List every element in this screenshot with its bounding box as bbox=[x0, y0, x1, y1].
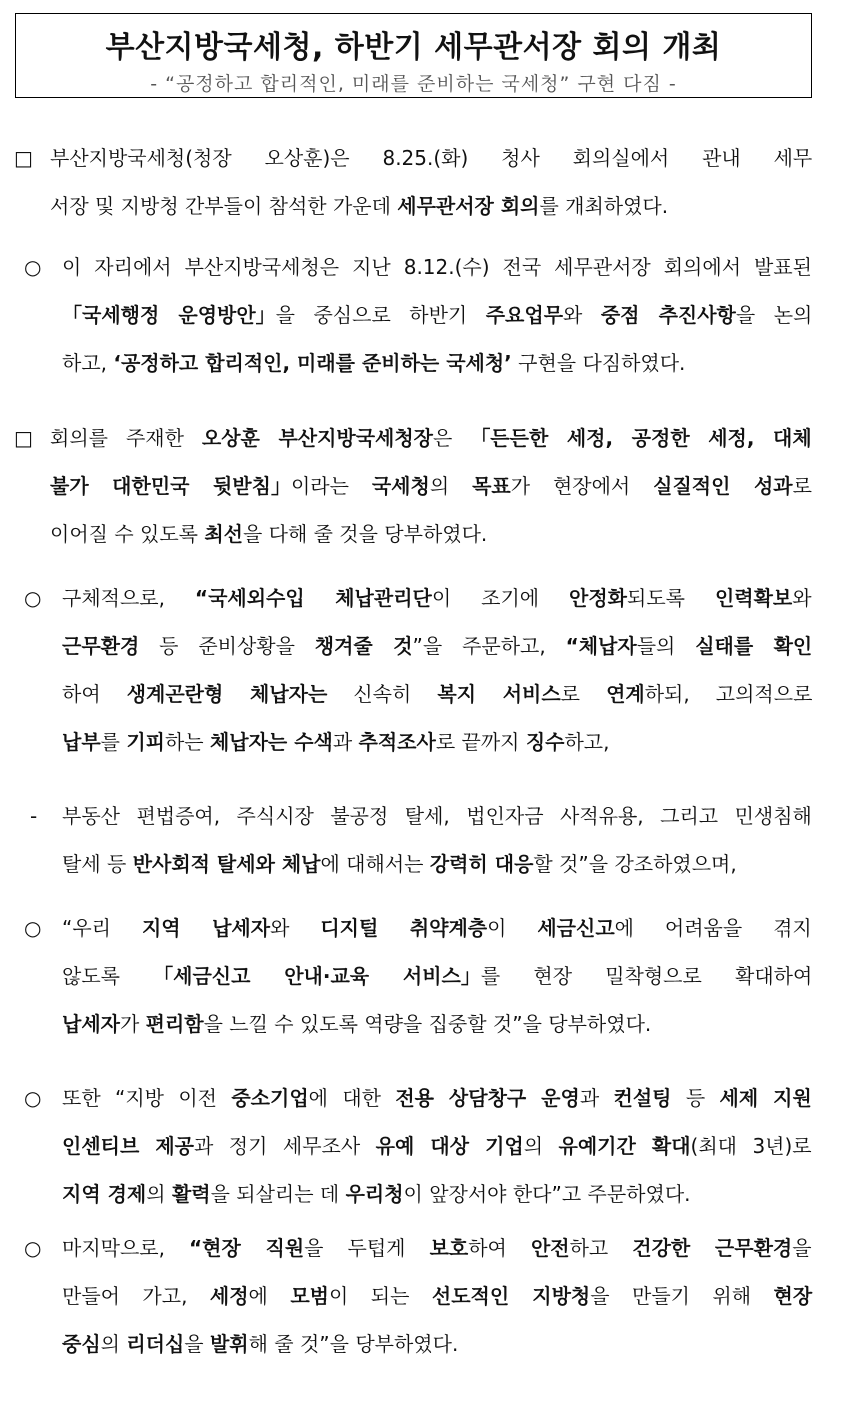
page-subtitle: - “공정하고 합리적인, 미래를 준비하는 국세청” 구현 다짐 - bbox=[150, 73, 677, 95]
text-span: (최대 3년)로 bbox=[690, 1134, 812, 1158]
text-span: 과 bbox=[579, 1086, 614, 1110]
text-span: 를 현장 밀착형으로 확대하여 bbox=[480, 964, 813, 988]
text-span: 의 bbox=[146, 1182, 172, 1206]
emphasis-text: 반사회적 탈세와 체납 bbox=[132, 852, 321, 876]
paragraph-line bbox=[50, 414, 812, 462]
paragraph-line bbox=[62, 291, 812, 339]
text-span: 구체적으로, bbox=[62, 586, 195, 610]
text-span: 하고 bbox=[569, 1236, 633, 1260]
text-span: 을 두텁게 bbox=[304, 1236, 430, 1260]
emphasis-text: 생계곤란형 체납자는 bbox=[126, 682, 328, 706]
text-span: 을 bbox=[184, 1332, 210, 1356]
text-span: 이 앞장서야 한다”고 주문하였다. bbox=[403, 1182, 691, 1206]
emphasis-text: 기피 bbox=[126, 730, 165, 754]
text-span: 또한 “지방 이전 bbox=[62, 1086, 232, 1110]
text-span: 이 되는 bbox=[328, 1284, 432, 1308]
emphasis-text: 세금신고 bbox=[537, 916, 615, 940]
text-span: 을 느낄 수 있도록 역량을 집중할 것”을 당부하였다. bbox=[203, 1012, 652, 1036]
text-span: 을 bbox=[792, 1236, 812, 1260]
emphasis-text: 유예 대상 기업 bbox=[375, 1134, 524, 1158]
paragraph-line bbox=[50, 510, 812, 558]
text-span: 을 되살리는 데 bbox=[210, 1182, 346, 1206]
text-span: 이 bbox=[487, 916, 538, 940]
emphasis-text: 활력 bbox=[171, 1182, 211, 1206]
emphasis-text: 지역 경제 bbox=[62, 1182, 147, 1206]
text-span: “우리 bbox=[62, 916, 142, 940]
emphasis-text: 모범 bbox=[290, 1284, 329, 1308]
emphasis-text: 복지 서비스 bbox=[437, 682, 561, 706]
emphasis-text: ‘공정하고 합리적인, 미래를 준비하는 국세청’ bbox=[113, 351, 512, 375]
text-span: 로 끝까지 bbox=[435, 730, 526, 754]
emphasis-text: 챙겨줄 것 bbox=[314, 634, 413, 658]
emphasis-text: 「세금신고 안내·교육 서비스」 bbox=[153, 964, 481, 988]
text-span: 부동산 편법증여, 주식시장 불공정 탈세, 법인자금 사적유용, 그리고 민생침해 bbox=[62, 804, 812, 828]
text-span: 하고, bbox=[62, 351, 114, 375]
text-span: 구현을 다짐하였다. bbox=[511, 351, 686, 375]
paragraph-line bbox=[62, 1122, 812, 1170]
emphasis-text: “국세외수입 체납관리단 bbox=[194, 586, 432, 610]
text-span: 에 bbox=[248, 1284, 291, 1308]
bullet-marker: □ bbox=[14, 146, 33, 170]
text-span: 을 다해 줄 것을 당부하였다. bbox=[242, 522, 488, 546]
emphasis-text: 안전 bbox=[530, 1236, 570, 1260]
paragraph-line bbox=[62, 339, 812, 387]
paragraph-line bbox=[62, 1320, 812, 1368]
emphasis-text: 최선 bbox=[204, 522, 243, 546]
paragraph-line bbox=[50, 462, 812, 510]
emphasis-text: 현장 bbox=[773, 1284, 813, 1308]
emphasis-text: 우리청 bbox=[345, 1182, 404, 1206]
text-span: 서장 및 지방청 간부들이 참석한 가운데 bbox=[50, 194, 398, 218]
text-span: 않도록 bbox=[62, 964, 154, 988]
emphasis-text: 강력히 대응 bbox=[429, 852, 534, 876]
bullet-marker: ○ bbox=[24, 1086, 42, 1110]
paragraph-line bbox=[62, 952, 812, 1000]
paragraph bbox=[62, 1224, 812, 1368]
emphasis-text: “체납자 bbox=[565, 634, 637, 658]
emphasis-text: 유예기간 확대 bbox=[558, 1134, 691, 1158]
emphasis-text: 편리함 bbox=[145, 1012, 204, 1036]
text-span: 가 bbox=[119, 1012, 146, 1036]
emphasis-text: 실태를 확인 bbox=[695, 634, 813, 658]
text-span: 와 bbox=[563, 303, 601, 327]
bullet-marker: ○ bbox=[24, 255, 42, 279]
text-span: 을 만들기 위해 bbox=[590, 1284, 774, 1308]
title-box bbox=[15, 13, 812, 98]
text-span: 이 조기에 bbox=[431, 586, 570, 610]
bullet-marker: ○ bbox=[24, 916, 42, 940]
text-span: 에 대한 bbox=[308, 1086, 396, 1110]
paragraph-line bbox=[62, 1224, 812, 1272]
text-span: 탈세 등 bbox=[62, 852, 133, 876]
emphasis-text: 국세청 bbox=[371, 474, 430, 498]
emphasis-text: 안정화 bbox=[569, 586, 628, 610]
text-span: 되도록 bbox=[627, 586, 715, 610]
text-span: 들의 bbox=[636, 634, 696, 658]
text-span: 하고, bbox=[564, 730, 610, 754]
emphasis-text: 리더십 bbox=[126, 1332, 185, 1356]
paragraph-line bbox=[62, 840, 812, 888]
emphasis-text: 지역 납세자 bbox=[141, 916, 271, 940]
paragraph-line bbox=[50, 182, 812, 230]
emphasis-text: 징수 bbox=[525, 730, 565, 754]
bullet-marker: □ bbox=[14, 426, 33, 450]
bullet-marker: ○ bbox=[24, 1236, 42, 1260]
text-span: 하여 bbox=[468, 1236, 531, 1260]
text-span: 만들어 가고, bbox=[62, 1284, 210, 1308]
emphasis-text: 컨설팅 bbox=[613, 1086, 672, 1110]
text-span: 신속히 bbox=[327, 682, 438, 706]
text-span: 로 bbox=[792, 474, 812, 498]
text-span: 로 bbox=[560, 682, 607, 706]
text-span: 하여 bbox=[62, 682, 127, 706]
text-span: 에 대해서는 bbox=[320, 852, 430, 876]
emphasis-text: 실질적인 성과 bbox=[653, 474, 793, 498]
paragraph-line bbox=[50, 134, 812, 182]
paragraph-line bbox=[62, 904, 812, 952]
paragraph-line bbox=[62, 670, 812, 718]
text-span: 에 어려움을 겪지 bbox=[614, 916, 812, 940]
emphasis-text: 체납자는 수색 bbox=[209, 730, 333, 754]
text-span: 등 bbox=[671, 1086, 720, 1110]
text-span: 하되, 고의적으로 bbox=[644, 682, 813, 706]
paragraph-line bbox=[62, 574, 812, 622]
paragraph bbox=[62, 792, 812, 888]
text-span: 를 개최하였다. bbox=[539, 194, 669, 218]
paragraph bbox=[62, 574, 812, 766]
bullet-marker: - bbox=[30, 804, 38, 828]
emphasis-text: 연계 bbox=[606, 682, 645, 706]
emphasis-text: 선도적인 지방청 bbox=[431, 1284, 591, 1308]
paragraph-line bbox=[62, 718, 812, 766]
text-span: 의 bbox=[100, 1332, 127, 1356]
paragraph-line bbox=[62, 792, 812, 840]
text-span: 이라는 bbox=[290, 474, 372, 498]
emphasis-text: 「국세행정 운영방안」 bbox=[62, 303, 276, 327]
emphasis-text: 「든든한 세정, 공정한 세정, 대체 bbox=[470, 426, 812, 450]
paragraph-line bbox=[62, 1000, 812, 1048]
emphasis-text: 납부 bbox=[62, 730, 101, 754]
paragraph bbox=[62, 1074, 812, 1218]
text-span: 이 자리에서 부산지방국세청은 지난 8.12.(수) 전국 세무관서장 회의에서 발표된 bbox=[62, 255, 812, 279]
text-span: 해 줄 것”을 당부하였다. bbox=[248, 1332, 459, 1356]
emphasis-text: 납세자 bbox=[62, 1012, 120, 1036]
text-span: 의 bbox=[523, 1134, 559, 1158]
text-span: 를 bbox=[100, 730, 127, 754]
paragraph-line bbox=[62, 622, 812, 670]
text-span: 등 준비상황을 bbox=[139, 634, 315, 658]
text-span: 을 중심으로 하반기 bbox=[275, 303, 486, 327]
paragraph-line bbox=[62, 1074, 812, 1122]
text-span: ”을 주문하고, bbox=[412, 634, 566, 658]
paragraph-line bbox=[62, 1272, 812, 1320]
emphasis-text: 주요업무 bbox=[485, 303, 564, 327]
paragraph-line bbox=[62, 1170, 812, 1218]
text-span: 회의를 주재한 bbox=[50, 426, 202, 450]
text-span: 와 bbox=[792, 586, 812, 610]
text-span: 가 현장에서 bbox=[510, 474, 654, 498]
emphasis-text: 불가 대한민국 뒷받침」 bbox=[50, 474, 291, 498]
emphasis-text: 인력확보 bbox=[714, 586, 793, 610]
emphasis-text: 건강한 근무환경 bbox=[632, 1236, 793, 1260]
text-span: 의 bbox=[429, 474, 473, 498]
text-span: 이어질 수 있도록 bbox=[50, 522, 205, 546]
text-span: 와 bbox=[270, 916, 321, 940]
emphasis-text: 디지털 취약계층 bbox=[320, 916, 488, 940]
text-span: 마지막으로, bbox=[62, 1236, 190, 1260]
text-span: 할 것”을 강조하였으며, bbox=[533, 852, 737, 876]
emphasis-text: 근무환경 bbox=[62, 634, 140, 658]
emphasis-text: 추적조사 bbox=[358, 730, 436, 754]
page-title: 부산지방국세청, 하반기 세무관서장 회의 개최 bbox=[105, 30, 722, 65]
emphasis-text: 중소기업 bbox=[231, 1086, 309, 1110]
text-span: 은 bbox=[433, 426, 471, 450]
emphasis-text: 오상훈 부산지방국세청장 bbox=[201, 426, 433, 450]
text-span: 하는 bbox=[164, 730, 210, 754]
emphasis-text: 발휘 bbox=[209, 1332, 249, 1356]
emphasis-text: 세제 지원 bbox=[719, 1086, 812, 1110]
emphasis-text: 목표 bbox=[472, 474, 511, 498]
emphasis-text: 중심 bbox=[62, 1332, 101, 1356]
bullet-marker: ○ bbox=[24, 586, 42, 610]
emphasis-text: 보호 bbox=[429, 1236, 469, 1260]
emphasis-text: 세정 bbox=[209, 1284, 249, 1308]
emphasis-text: 세무관서장 회의 bbox=[397, 194, 540, 218]
emphasis-text: 인센티브 제공 bbox=[62, 1134, 194, 1158]
text-span: 과 정기 세무조사 bbox=[194, 1134, 376, 1158]
text-span: 과 bbox=[332, 730, 359, 754]
text-span: 부산지방국세청(청장 오상훈)은 8.25.(화) 청사 회의실에서 관내 세무 bbox=[50, 146, 813, 170]
paragraph bbox=[50, 414, 812, 558]
paragraph-line bbox=[62, 243, 812, 291]
emphasis-text: “현장 직원 bbox=[189, 1236, 305, 1260]
text-span: 을 논의 bbox=[735, 303, 813, 327]
paragraph bbox=[62, 243, 812, 387]
paragraph bbox=[62, 904, 812, 1048]
emphasis-text: 전용 상담창구 운영 bbox=[395, 1086, 580, 1110]
paragraph bbox=[50, 134, 812, 230]
emphasis-text: 중점 추진사항 bbox=[600, 303, 736, 327]
